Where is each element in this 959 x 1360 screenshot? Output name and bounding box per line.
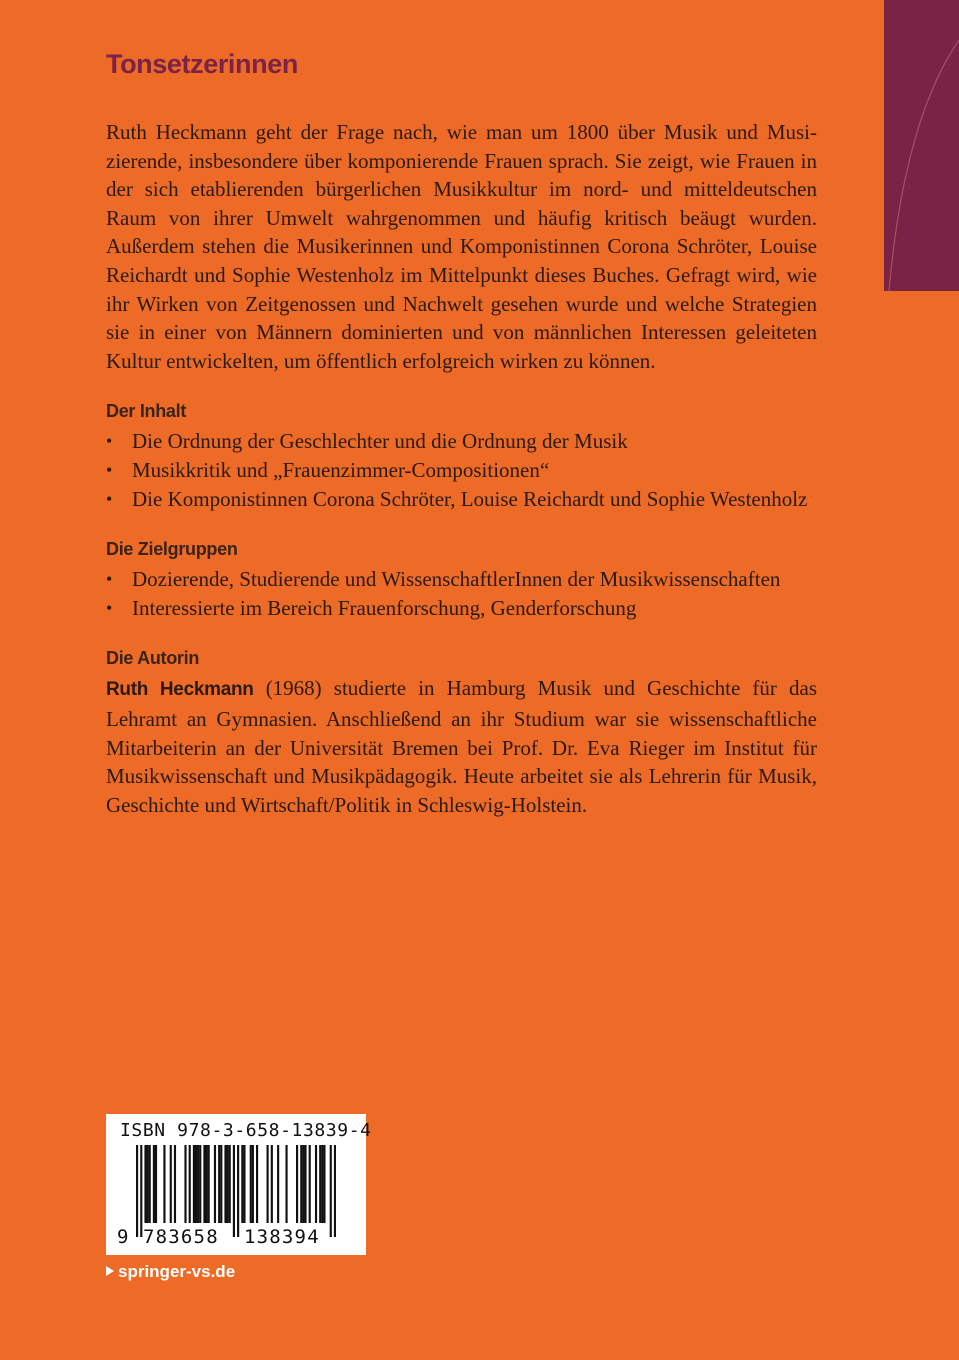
barcode-bar xyxy=(149,1145,151,1223)
bullet-icon: • xyxy=(106,597,113,618)
curve-decoration xyxy=(884,0,959,291)
barcode-bar xyxy=(243,1145,245,1223)
barcode-bar xyxy=(153,1145,155,1223)
barcode-guard-bar xyxy=(140,1145,142,1237)
list-item: • Die Komponistinnen Corona Schröter, Louise Reichardt und Sophie Westenholz xyxy=(106,485,817,514)
barcode-bar xyxy=(208,1145,210,1223)
barcode-bar xyxy=(300,1145,302,1223)
section-inhalt xyxy=(106,399,817,513)
bullet-icon: • xyxy=(106,459,113,480)
back-cover-content xyxy=(106,42,817,819)
barcode-bar xyxy=(250,1145,252,1223)
ean-right-digits: 138394 xyxy=(244,1226,320,1248)
barcode-bar xyxy=(224,1145,226,1223)
section-heading-autorin: Die Autorin xyxy=(106,648,200,669)
publisher-url: springer-vs.de xyxy=(118,1262,236,1281)
barcode-bar xyxy=(241,1145,243,1223)
list-item: • Die Ordnung der Geschlechter und die Ordnung der Musik xyxy=(106,427,817,456)
list-item: • Musikkritik und „Frauenzimmer-Compositionen“ xyxy=(106,456,817,485)
barcode-bar xyxy=(184,1145,186,1223)
barcode-guard-bar xyxy=(233,1145,235,1237)
ean-left-digits: 783658 xyxy=(143,1226,219,1248)
barcode-bar xyxy=(304,1145,306,1223)
barcode-bar xyxy=(218,1145,220,1223)
section-zielgruppen xyxy=(106,537,817,622)
barcode-bar xyxy=(199,1145,201,1223)
zielgruppen-list xyxy=(106,565,817,622)
barcode-bar xyxy=(203,1145,205,1223)
section-heading-inhalt: Der Inhalt xyxy=(106,401,187,422)
barcode-bar xyxy=(205,1145,207,1223)
author-bio-text: (1968) studierte in Hamburg Musik und Geschichte für das Lehramt an Gymnasien. Anschließend an ihr Studium war sie wissenschaftliche Mitarbeiterin an der Universität Bremen bei Prof. Dr. Eva Rieger im Institut für Musikwissenschaft und Musikpädagogik. Heute arbeitet sie als Lehrerin für Musik, Geschichte und Wirtschaft/Politik in Schleswig-Holstein. xyxy=(106,676,818,817)
barcode-bar xyxy=(155,1145,157,1223)
ean-first-digit: 9 xyxy=(117,1226,129,1248)
cover-side-tab xyxy=(884,0,959,291)
barcode-bar xyxy=(227,1145,229,1223)
barcode-bar xyxy=(197,1145,199,1223)
barcode-bar xyxy=(277,1145,279,1223)
barcode-bar xyxy=(285,1145,287,1223)
barcode-bar xyxy=(315,1145,317,1223)
intro-paragraph: Ruth Heckmann geht der Frage nach, wie man um 1800 über Musik und Musizierende, insbesondere über komponierende Frauen sprach. Sie zeigt, wie Frauen in der sich etablierenden bürgerlichen Musikkultur im nord- und mitteldeutschen Raum von ihrer Umwelt wahrgenommen und häufig kritisch beäugt wurden. Außerdem stehen die Musikerinnen und Komponistinnen Corona Schröter, Louise Reichardt und Sophie Westenholz im Mittelpunkt dieses Buches. Gefragt wird, wie ihr Wirken von Zeitgenossen und Nachwelt gesehen wurde und welche Strategien sie in einer von Männern dominierten und von männlichen Interessen geleiteten Kultur entwickelten, um öffentlich erfolgreich wirken zu können. xyxy=(106,120,817,373)
bullet-icon: • xyxy=(106,488,113,509)
barcode-guard-bar xyxy=(237,1145,239,1237)
barcode-bar xyxy=(319,1145,321,1223)
barcode-bar xyxy=(214,1145,216,1223)
barcode-bar xyxy=(144,1145,146,1223)
author-bio xyxy=(106,674,817,819)
section-autorin xyxy=(106,646,817,819)
barcode-bar xyxy=(323,1145,325,1223)
barcode-guard-bar xyxy=(334,1145,336,1237)
barcode-bar xyxy=(267,1145,269,1223)
barcode-bar xyxy=(220,1145,222,1223)
barcode-bar xyxy=(170,1145,172,1223)
barcode-bar xyxy=(229,1145,231,1223)
book-title: Tonsetzerinnen xyxy=(106,49,298,79)
author-name: Ruth Heckmann xyxy=(106,679,254,701)
isbn-barcode xyxy=(106,1114,372,1255)
barcode-bar xyxy=(193,1145,195,1223)
barcode-bar xyxy=(252,1145,254,1223)
barcode-bar xyxy=(321,1145,323,1223)
barcode-bar xyxy=(256,1145,258,1223)
arrow-right-icon xyxy=(106,1266,114,1276)
barcode-bar xyxy=(271,1145,273,1223)
publisher-link[interactable] xyxy=(106,1262,235,1282)
barcode-guard-bar xyxy=(330,1145,332,1237)
bullet-icon: • xyxy=(106,569,113,590)
bullet-icon: • xyxy=(106,431,113,452)
barcode-bar xyxy=(296,1145,298,1223)
barcode-guard-bar xyxy=(136,1145,138,1237)
barcode-bar xyxy=(189,1145,191,1223)
barcode-bar xyxy=(174,1145,176,1223)
barcode-bar xyxy=(163,1145,165,1223)
list-item: • Dozierende, Studierende und WissenschaftlerInnen der Musikwissenschaften xyxy=(106,565,817,594)
list-item: • Interessierte im Bereich Frauenforschung, Genderforschung xyxy=(106,594,817,623)
barcode-bar xyxy=(309,1145,311,1223)
isbn-label: ISBN 978-3-658-13839-4 xyxy=(120,1120,372,1141)
barcode-bar xyxy=(195,1145,197,1223)
barcode-bar xyxy=(147,1145,149,1223)
section-heading-zielgruppen: Die Zielgruppen xyxy=(106,539,238,560)
barcode-bar xyxy=(302,1145,304,1223)
inhalt-list xyxy=(106,427,817,513)
